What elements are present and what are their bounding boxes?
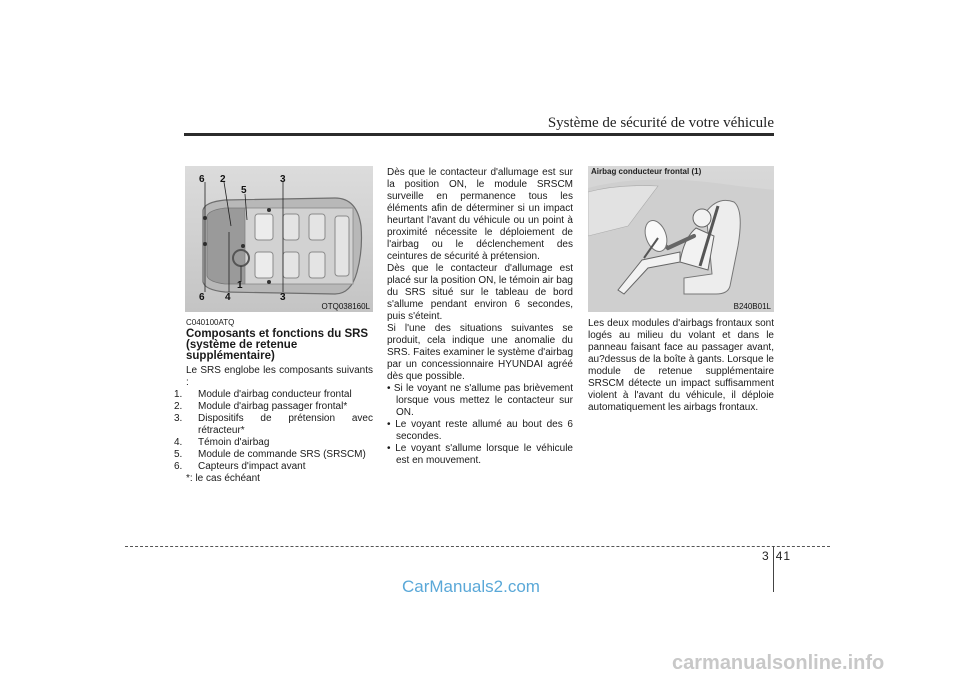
- list-item: 3. Dispositifs de prétension avec rétracteur*: [174, 413, 373, 436]
- footer-rule: [125, 546, 830, 547]
- list-item: • Si le voyant ne s'allume pas brièvement lorsque vous mettez le contacteur sur ON.: [387, 383, 573, 418]
- paragraph: Si l'une des situations suivantes se produit, cela indique une anomalie du SRS. Faites examiner le système d'airbag par un concessionnaire HYUNDAI agréé dès que possible.: [387, 323, 573, 382]
- paragraph: Dès que le contacteur d'allumage est sur la position ON, le module SRSCM surveille en permanence tous les éléments afin de déterminer si un impact heurtant l'avant du véhicule ou un point à proximité nécessite le déploiement de l'airbag ou le déclenchement des ceintures de sécurité à prétension.: [387, 167, 573, 262]
- list-item: • Le voyant s'allume lorsque le véhicule est en mouvement.: [387, 443, 573, 466]
- column-2: [387, 167, 573, 467]
- column-1: [174, 318, 373, 485]
- car-top-view-illustration: [185, 166, 373, 312]
- figure-code: OTQ038160L: [321, 302, 370, 311]
- driver-airbag-illustration: [588, 166, 774, 312]
- list-item: 5. Module de commande SRS (SRSCM): [174, 449, 366, 460]
- paragraph: Dès que le contacteur d'allumage est placé sur la position ON, le témoin air bag du SRS situé sur le tableau de bord s'allume pendant environ 6 secondes, puis s'éteint.: [387, 263, 573, 322]
- header-rule: [184, 133, 774, 136]
- driver-airbag-figure: [588, 166, 774, 312]
- callout-label: 2: [220, 174, 226, 185]
- list-item: 4. Témoin d'airbag: [174, 437, 270, 448]
- callout-label: 3: [280, 292, 286, 303]
- callout-label: 1: [237, 280, 243, 291]
- intro-text: Le SRS englobe les composants suivants :: [186, 365, 373, 388]
- watermark-link[interactable]: CarManuals2.com: [402, 577, 540, 596]
- watermark-text: carmanualsonline.info: [672, 652, 885, 674]
- list-item: 6. Capteurs d'impact avant: [174, 461, 306, 472]
- paragraph: Les deux modules d'airbags frontaux sont logés au milieu du volant et dans le panneau faisant face au passager avant, au?dessus de la boîte à gants. Lorsque le module de retenue supplémentaire SRSCM détecte un impact suffisamment violent à l'avant du véhicule, il déploie automatiquement les airbags frontaux.: [588, 318, 774, 413]
- footnote: *: le cas échéant: [186, 473, 260, 484]
- list-item: • Le voyant reste allumé au bout des 6 secondes.: [387, 419, 573, 442]
- list-item: 1. Module d'airbag conducteur frontal: [174, 389, 352, 400]
- callout-label: 5: [241, 185, 247, 196]
- page-header-title: Système de sécurité de votre véhicule: [547, 115, 774, 131]
- column-3: [588, 318, 774, 414]
- callout-label: 3: [280, 174, 286, 185]
- section-code: C040100ATQ: [186, 318, 235, 327]
- srs-components-figure: [185, 166, 373, 312]
- bullet-list: [387, 383, 573, 467]
- figure-caption: Airbag conducteur frontal (1): [591, 167, 702, 176]
- list-item: 2. Module d'airbag passager frontal*: [174, 401, 348, 412]
- components-list: [174, 389, 373, 473]
- callout-label: 6: [199, 174, 205, 185]
- figure-code: B240B01L: [733, 302, 771, 311]
- callout-label: 4: [225, 292, 231, 303]
- section-title: Composants et fonctions du SRS (système de retenue supplémentaire): [186, 328, 369, 362]
- page-number: 3 41: [762, 549, 792, 563]
- callout-label: 6: [199, 292, 205, 303]
